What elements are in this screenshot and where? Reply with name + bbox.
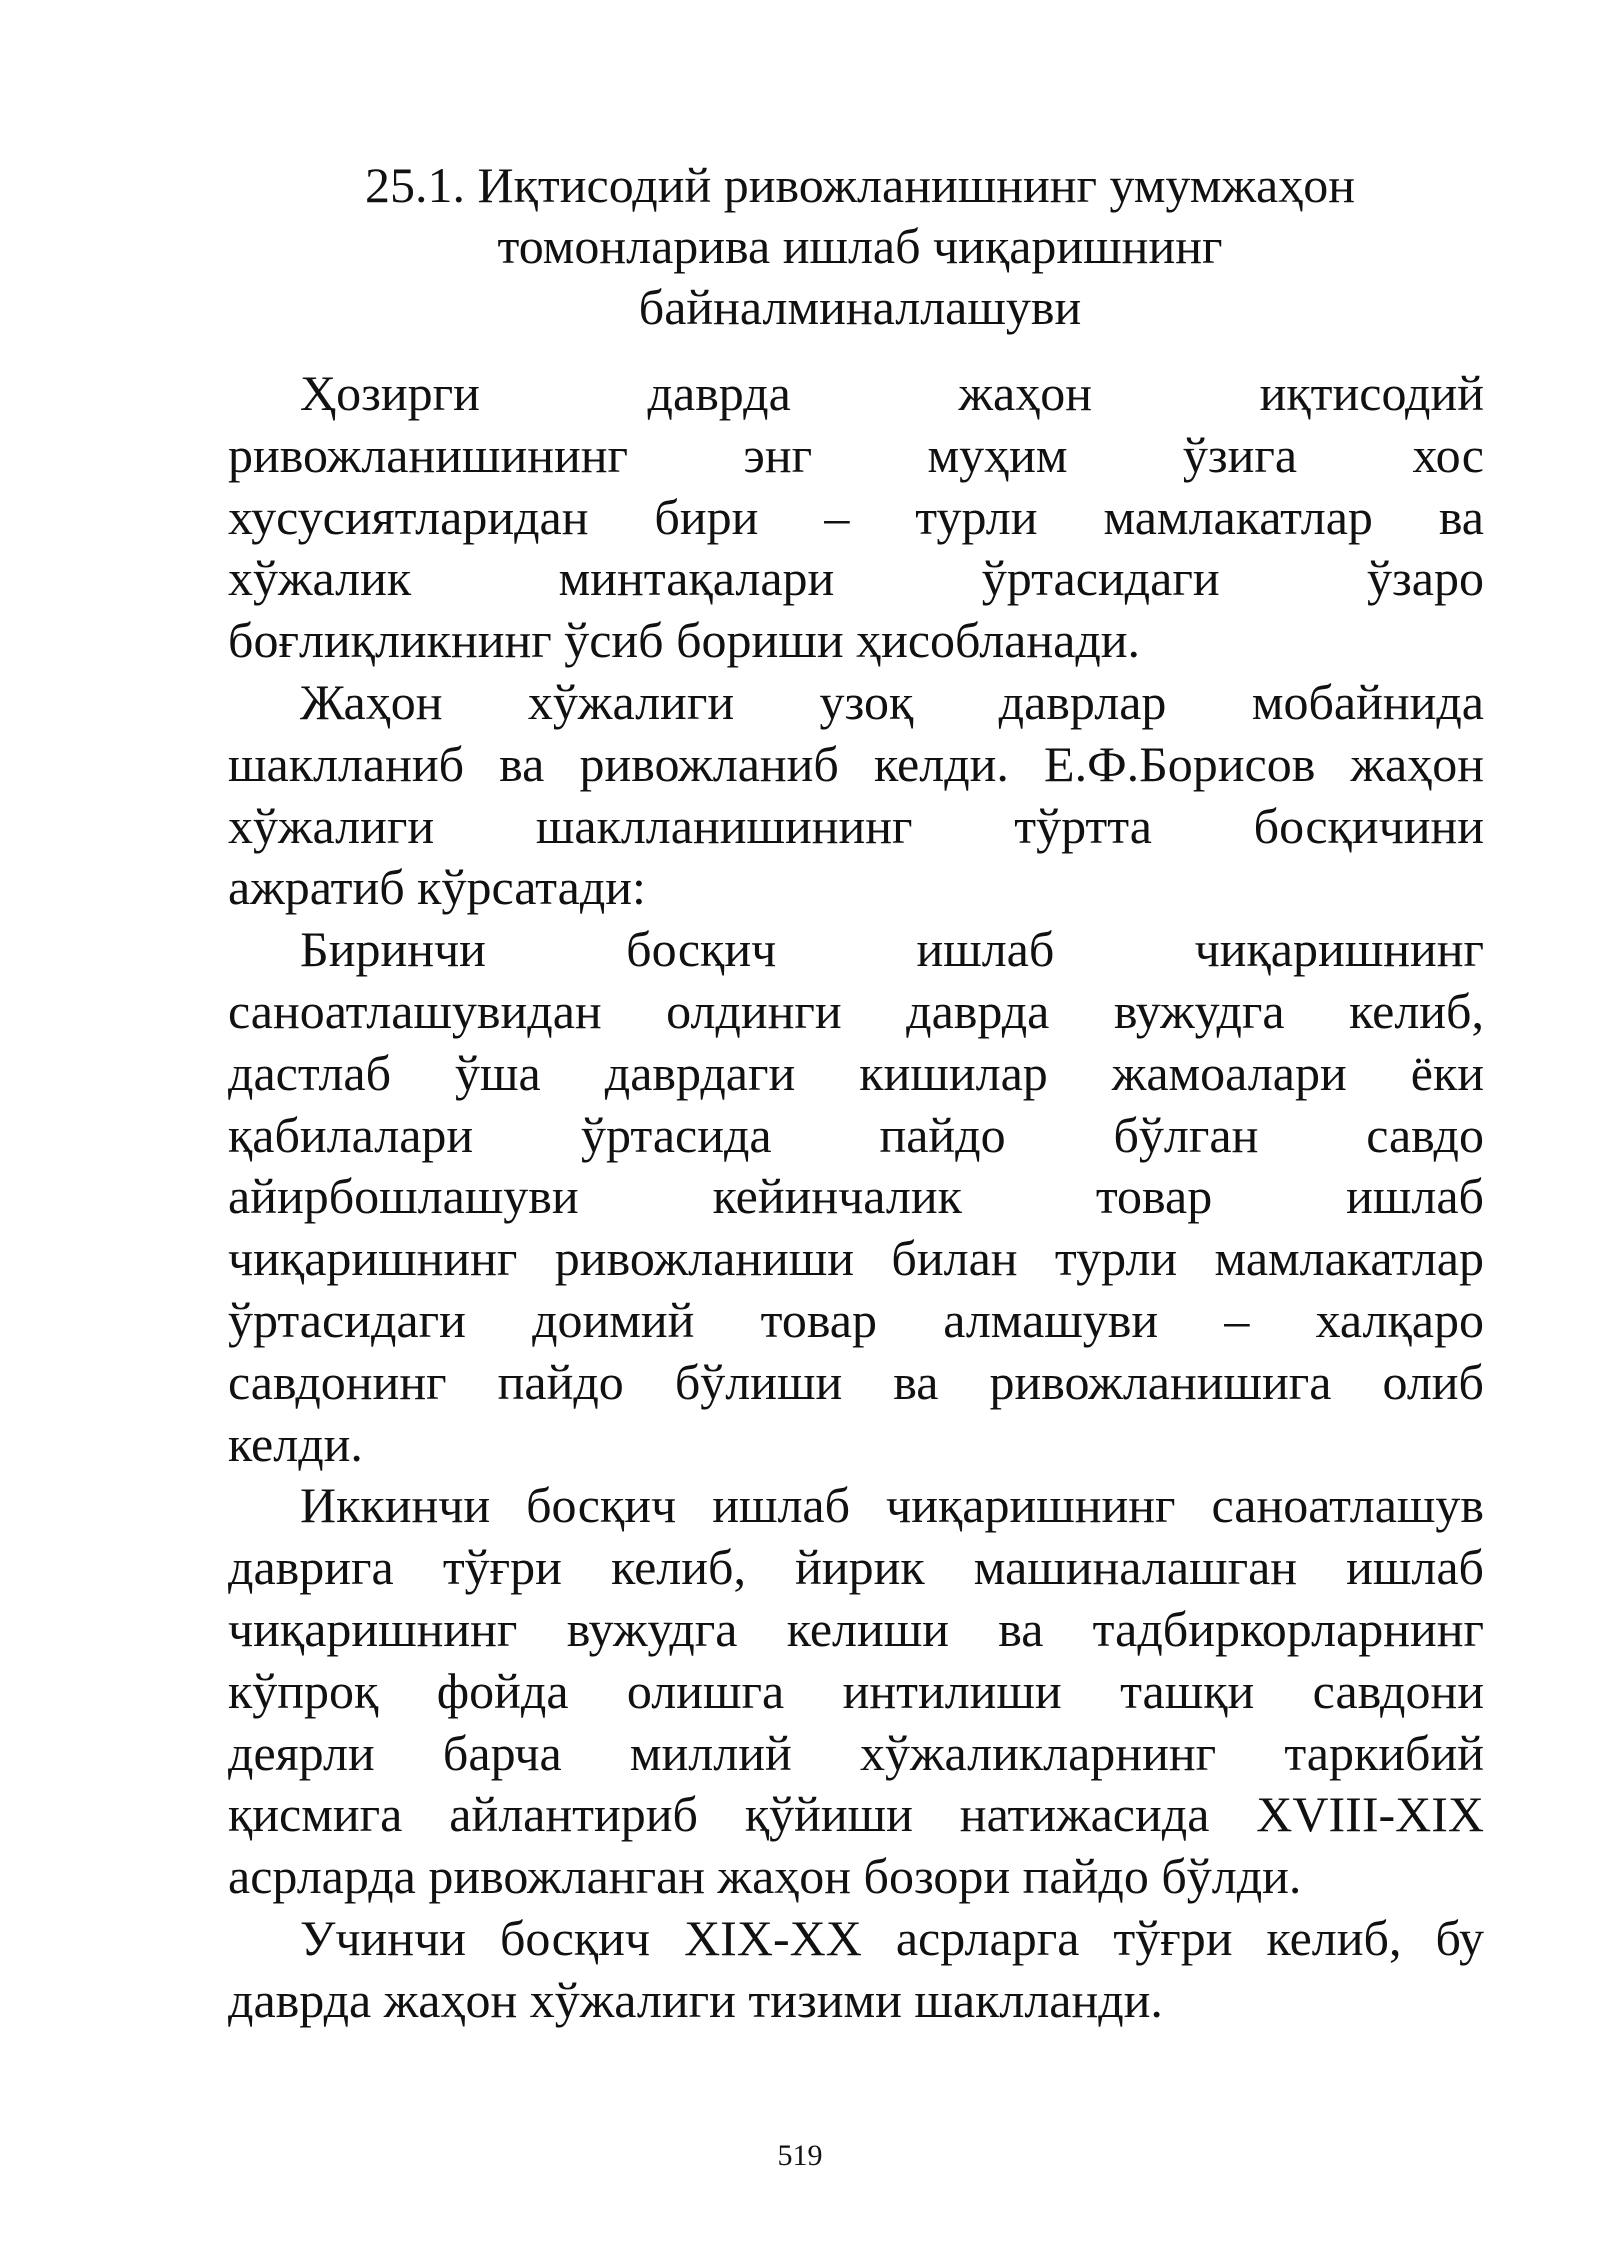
text-line: савдонинг пайдо бўлиши ва ривожланишига олиб — [228, 1353, 1484, 1410]
text-line: қабилалари ўртасида пайдо бўлган савдо — [228, 1106, 1484, 1163]
text-line: даврига тўғри келиб, йирик машиналашган ишлаб — [228, 1539, 1484, 1596]
text-line: Ҳозирги даврда жаҳон иқтисодий — [300, 365, 1484, 421]
paragraph-5 — [228, 1908, 1484, 2032]
text-line: чиқаришнинг ривожланиши билан турли мамлакатлар — [228, 1230, 1484, 1287]
text-line: келди. — [228, 1415, 363, 1472]
paragraph-1 — [228, 363, 1484, 672]
text-line: ажратиб кўрсатади: — [228, 859, 646, 916]
text-line: айирбошлашуви кейинчалик товар ишлаб — [228, 1168, 1484, 1225]
text-line: Иккинчи босқич ишлаб чиқаришнинг саноатлашув — [300, 1477, 1484, 1534]
text-line: Учинчи босқич XIX-XX асрларга тўғри келиб, бу — [300, 1909, 1484, 1966]
text-line: Жаҳон хўжалиги узоқ даврлар мобайнида — [300, 673, 1484, 730]
text-line: ривожланишининг энг муҳим ўзига хос — [228, 426, 1484, 483]
text-line: саноатлашувидан олдинги даврда вужудга келиб, — [228, 982, 1484, 1039]
text-line: хўжалиги шаклланишининг тўртта босқичини — [228, 797, 1484, 854]
heading-line: 25.1. Иқтисодий ривожланишнинг умумжаҳон — [365, 157, 1355, 213]
text-line: ўртасидаги доимий товар алмашуви – халқаро — [228, 1291, 1484, 1348]
text-line: Биринчи босқич ишлаб чиқаришнинг — [300, 921, 1484, 978]
paragraph-3 — [228, 919, 1484, 1475]
text-line: асрларда ривожланган жаҳон бозори пайдо бўлди. — [228, 1848, 1302, 1905]
text-line: даврда жаҳон хўжалиги тизими шаклланди. — [228, 1971, 1163, 2028]
text-line: хўжалик минтақалари ўртасидаги ўзаро — [228, 550, 1484, 607]
text-line: хусусиятларидан бири – турли мамлакатлар ва — [228, 488, 1484, 545]
page-number: 519 — [777, 2139, 823, 2172]
text-line: кўпроқ фойда олишга интилиши ташқи савдони — [228, 1662, 1484, 1719]
text-line: дастлаб ўша даврдаги кишилар жамоалари ёки — [228, 1044, 1484, 1101]
paragraph-2 — [228, 672, 1484, 919]
heading-line: байналминаллашуви — [638, 279, 1082, 335]
text-line: чиқаришнинг вужудга келиши ва тадбиркорларнинг — [228, 1600, 1484, 1657]
section-heading — [230, 155, 1490, 338]
paragraph-4 — [228, 1475, 1484, 1908]
text-line: деярли барча миллий хўжаликларнинг таркибий — [228, 1724, 1484, 1781]
text-line: боғлиқликнинг ўсиб бориши ҳисобланади. — [228, 612, 1141, 669]
body-text — [228, 363, 1484, 2032]
heading-line: томонларива ишлаб чиқаришнинг — [497, 218, 1223, 274]
text-line: қисмига айлантириб қўйиши натижасида XVIII-XIX — [228, 1786, 1484, 1843]
text-line: шаклланиб ва ривожланиб келди. Е.Ф.Борисов жаҳон — [228, 735, 1484, 792]
